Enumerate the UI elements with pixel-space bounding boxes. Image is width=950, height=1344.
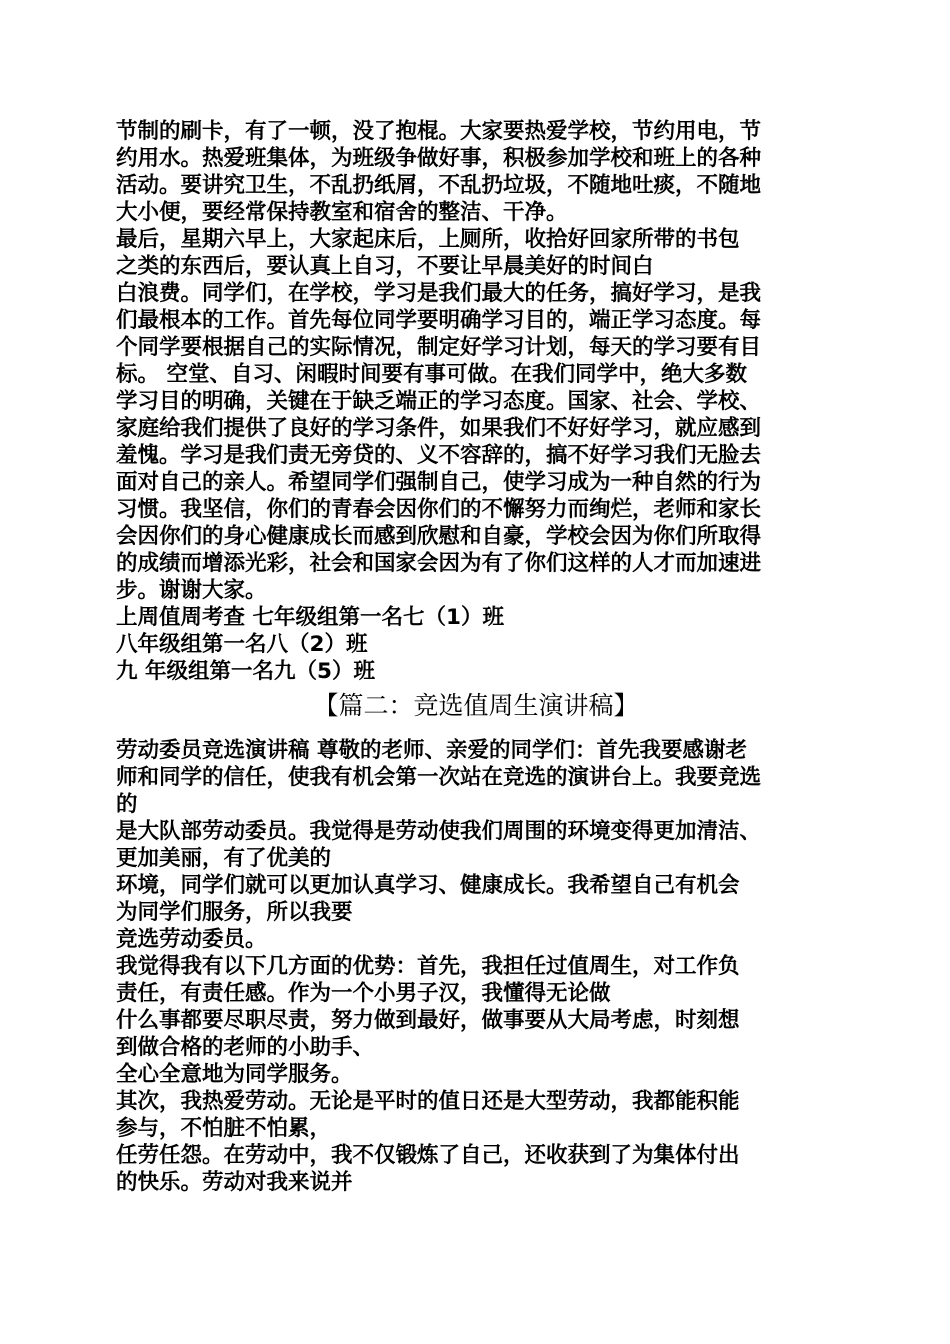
speech-section-two (116, 737, 836, 1196)
text-line: 上周值周考查 七年级组第一名七（1）班 (116, 605, 504, 630)
text-line: 大小便，要经常保持教室和宿舍的整洁、干净。 (116, 200, 568, 225)
text-line: 更加美丽，有了优美的 (116, 846, 332, 871)
text-line: 任劳任怨。在劳动中，我不仅锻炼了自己，还收获到了为集体付出 (116, 1143, 740, 1168)
text-line: 为同学们服务，所以我要 (116, 900, 353, 925)
text-line: 其次，我热爱劳动。无论是平时的值日还是大型劳动，我都能积能 (116, 1089, 740, 1114)
text-line: 最后，星期六早上，大家起床后，上厕所，收拾好回家所带的书包 (116, 227, 740, 252)
text-line: 的快乐。劳动对我来说并 (116, 1170, 353, 1195)
text-line: 活动。要讲究卫生，不乱扔纸屑，不乱扔垃圾，不随地吐痰，不随地 (116, 173, 762, 198)
text-line: 什么事都要尽职尽责，努力做到最好，做事要从大局考虑，时刻想 (116, 1008, 740, 1033)
text-line: 八年级组第一名八（2）班 (116, 632, 368, 657)
text-line: 家庭给我们提供了良好的学习条件，如果我们不好好学习，就应感到 (116, 416, 762, 441)
text-line: 会因你们的身心健康成长而感到欣慰和自豪，学校会因为你们所取得 (116, 524, 762, 549)
speech-section-one (116, 118, 836, 685)
text-line: 们最根本的工作。首先每位同学要明确学习目的，端正学习态度。每 (116, 308, 762, 333)
text-line: 竞选劳动委员。 (116, 927, 267, 952)
text-line: 全心全意地为同学服务。 (116, 1062, 353, 1087)
text-line: 环境，同学们就可以更加认真学习、健康成长。我希望自己有机会 (116, 873, 740, 898)
text-line: 九 年级组第一名九（5）班 (116, 659, 375, 684)
text-line: 的 (116, 792, 138, 817)
text-line: 参与，不怕脏不怕累， (116, 1116, 332, 1141)
document-page (116, 118, 836, 1196)
text-line: 的成绩而增添光彩，社会和国家会因为有了你们这样的人才而加速进 (116, 551, 762, 576)
text-line: 标。 空堂、自习、闲暇时间要有事可做。在我们同学中，绝大多数 (116, 362, 747, 387)
text-line: 到做合格的老师的小助手、 (116, 1035, 375, 1060)
text-line: 师和同学的信任，使我有机会第一次站在竞选的演讲台上。我要竞选 (116, 765, 762, 790)
text-line: 之类的东西后，要认真上自习，不要让早晨美好的时间白 (116, 254, 654, 279)
section-heading: 【篇二：竞选值周生演讲稿】 (313, 691, 639, 720)
text-line: 习惯。我坚信，你们的青春会因你们的不懈努力而绚烂，老师和家长 (116, 497, 762, 522)
text-line: 面对自己的亲人。希望同学们强制自己，使学习成为一种自然的行为 (116, 470, 762, 495)
text-line: 个同学要根据自己的实际情况，制定好学习计划，每天的学习要有目 (116, 335, 762, 360)
text-line: 步。谢谢大家。 (116, 578, 267, 603)
text-line: 白浪费。同学们，在学校，学习是我们最大的任务，搞好学习，是我 (116, 281, 762, 306)
text-line: 约用水。热爱班集体，为班级争做好事，积极参加学校和班上的各种 (116, 146, 762, 171)
text-line: 劳动委员竞选演讲稿 尊敬的老师、亲爱的同学们：首先我要感谢老 (116, 738, 747, 763)
text-line: 责任，有责任感。作为一个小男子汉，我懂得无论做 (116, 981, 611, 1006)
text-line: 羞愧。学习是我们责无旁贷的、义不容辞的，搞不好学习我们无脸去 (116, 443, 762, 468)
text-line: 我觉得我有以下几方面的优势：首先，我担任过值周生，对工作负 (116, 954, 740, 979)
text-line: 是大队部劳动委员。我觉得是劳动使我们周围的环境变得更加清洁、 (116, 819, 762, 844)
text-line: 学习目的明确，关键在于缺乏端正的学习态度。国家、社会、学校、 (116, 389, 762, 414)
text-line: 节制的刷卡，有了一顿，没了抱棍。大家要热爱学校，节约用电，节 (116, 119, 762, 144)
